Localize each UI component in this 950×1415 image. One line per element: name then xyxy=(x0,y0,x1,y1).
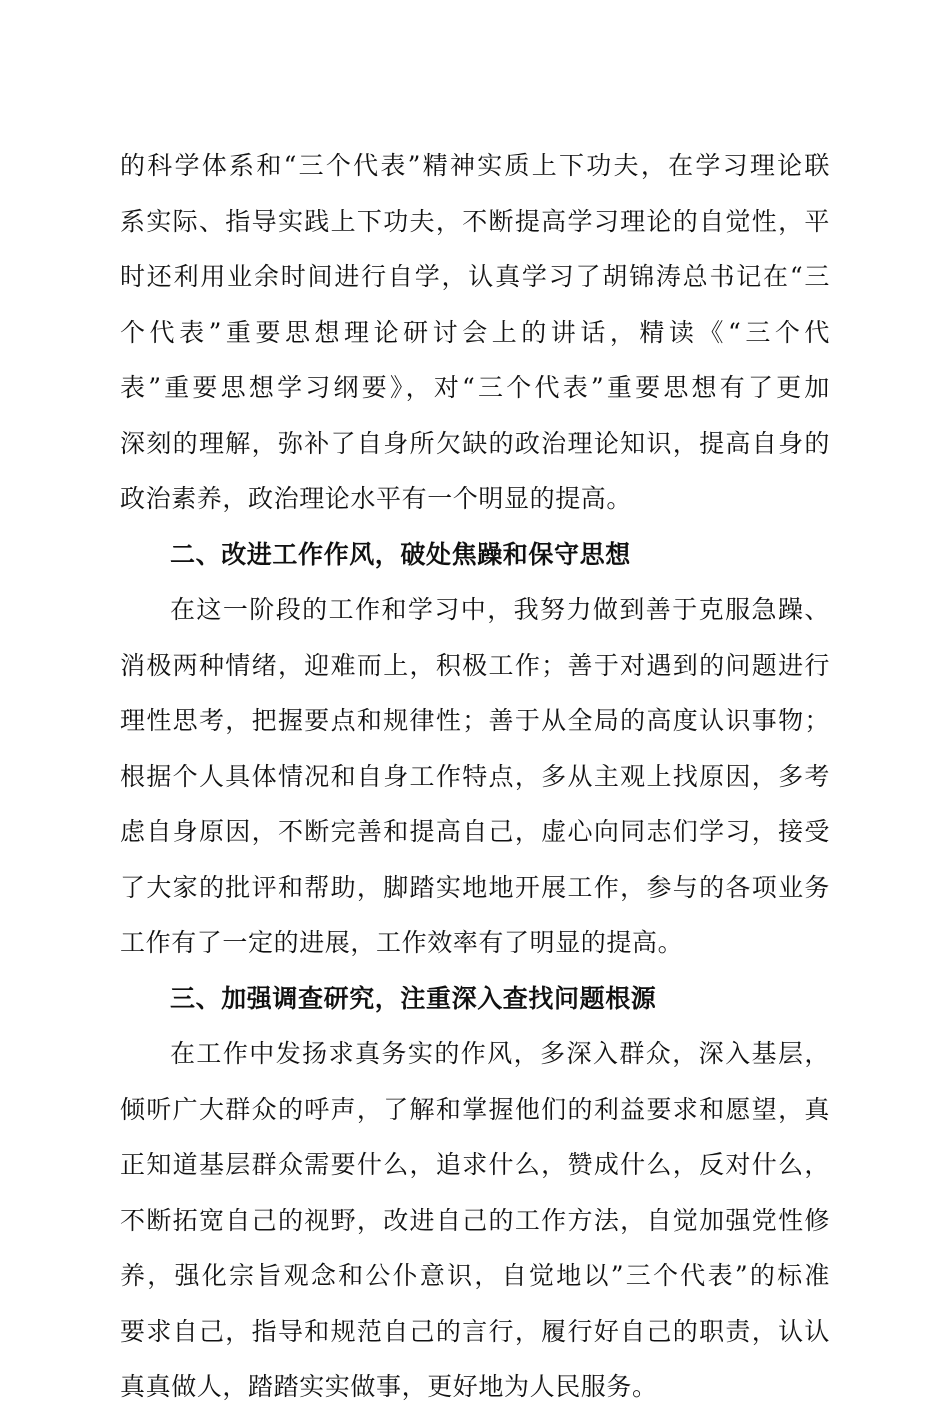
paragraph-line: 不断拓宽自己的视野，改进自己的工作方法，自觉加强党性修 xyxy=(120,1205,830,1235)
section-heading-2: 二、改进工作作风，破处焦躁和保守思想 xyxy=(170,539,631,569)
paragraph-1 xyxy=(120,138,830,527)
paragraph-line: 正知道基层群众需要什么，追求什么，赞成什么，反对什么， xyxy=(120,1150,830,1179)
paragraph-line: 要求自己，指导和规范自己的言行，履行好自己的职责，认认 xyxy=(120,1316,830,1346)
paragraph-line: 时还利用业余时间进行自学，认真学习了胡锦涛总书记在“三 xyxy=(120,262,830,291)
paragraph-3 xyxy=(120,1026,830,1415)
paragraph-line: 深刻的理解，弥补了自身所欠缺的政治理论知识，提高自身的 xyxy=(120,428,830,458)
section-heading-3: 三、加强调查研究，注重深入查找问题根源 xyxy=(170,983,657,1013)
paragraph-line: 的科学体系和“三个代表”精神实质上下功夫，在学习理论联 xyxy=(120,151,830,180)
paragraph-line: 了大家的批评和帮助，脚踏实地地开展工作，参与的各项业务 xyxy=(120,872,830,902)
paragraph-line: 真真做人，踏踏实实做事，更好地为人民服务。 xyxy=(120,1372,658,1401)
paragraph-line: 系实际、指导实践上下功夫，不断提高学习理论的自觉性，平 xyxy=(120,206,830,236)
document-body xyxy=(120,138,830,1415)
paragraph-line: 养，强化宗旨观念和公仆意识，自觉地以”三个代表”的标准 xyxy=(120,1261,830,1290)
paragraph-line: 消极两种情绪，迎难而上，积极工作；善于对遇到的问题进行 xyxy=(120,650,830,680)
paragraph-line: 政治素养，政治理论水平有一个明显的提高。 xyxy=(120,484,633,513)
paragraph-line: 倾听广大群众的呼声，了解和掌握他们的利益要求和愿望，真 xyxy=(120,1094,830,1124)
paragraph-2 xyxy=(120,582,830,971)
paragraph-line: 理性思考，把握要点和规律性；善于从全局的高度认识事物； xyxy=(120,706,830,735)
paragraph-line: 个代表”重要思想理论研讨会上的讲话，精读《“三个代 xyxy=(120,317,830,347)
paragraph-line: 表”重要思想学习纲要》，对“三个代表”重要思想有了更加 xyxy=(120,373,830,402)
paragraph-line: 虑自身原因，不断完善和提高自己，虚心向同志们学习，接受 xyxy=(120,817,830,846)
paragraph-line: 工作有了一定的进展，工作效率有了明显的提高。 xyxy=(120,928,684,957)
paragraph-line: 在工作中发扬求真务实的作风，多深入群众，深入基层， xyxy=(170,1039,830,1068)
paragraph-line: 在这一阶段的工作和学习中，我努力做到善于克服急躁、 xyxy=(170,595,830,624)
paragraph-line: 根据个人具体情况和自身工作特点，多从主观上找原因，多考 xyxy=(120,761,830,791)
